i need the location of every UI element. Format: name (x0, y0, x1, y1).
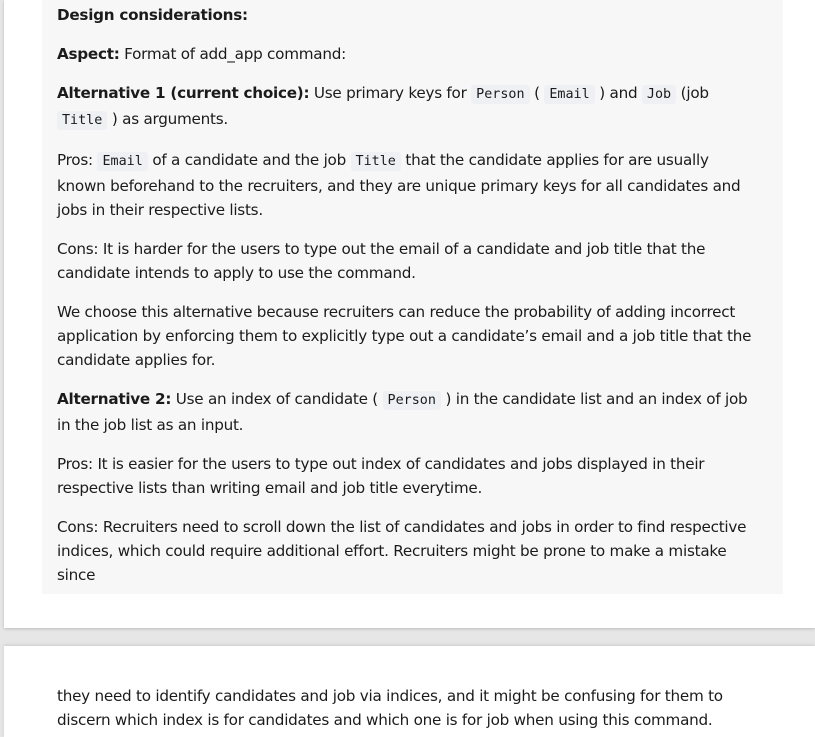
alternative-1-paragraph: Alternative 1 (current choice): Use primary keys for Person ( Email ) and Job (job Title ) as arguments. (57, 84, 709, 128)
document-page-2 (4, 646, 815, 737)
code-person: Person (471, 85, 529, 104)
code-email: Email (97, 152, 147, 171)
code-email: Email (544, 85, 594, 104)
code-person: Person (383, 391, 441, 410)
alternative-1-pros: Pros: Email of a candidate and the job Title that the candidate applies for are usually known beforehand to the recruiters, and they are unique primary keys for all candidates and jobs in their respective lists. (57, 151, 741, 219)
aspect-paragraph: Aspect: Format of add_app command: (57, 45, 346, 63)
aspect-label: Aspect: (57, 45, 120, 63)
choice-rationale: We choose this alternative because recruiters can reduce the probability of adding incorrect application by enforcing them to explicitly type out a candidate’s email and a job title that the candidate applies for. (57, 303, 752, 369)
alternative-1-cons: Cons: It is harder for the users to type out the email of a candidate and job title that the candidate intends to apply to use the command. (57, 240, 706, 282)
alternative-2-pros: Pros: It is easier for the users to type out index of candidates and jobs displayed in their respective lists than writing email and job title everytime. (57, 455, 705, 497)
code-title: Title (57, 111, 107, 130)
alternative-2-paragraph: Alternative 2: Use an index of candidate ( Person ) in the candidate list and an index of job in the job list as an input. (57, 390, 748, 434)
document-page-1 (4, 0, 815, 628)
alternative-1-label: Alternative 1 (current choice): (57, 84, 310, 102)
alternative-2-cons: Cons: Recruiters need to scroll down the list of candidates and jobs in order to find respective indices, which could require additional effort. Recruiters might be prone to make a mistake since (57, 518, 747, 584)
alternative-2-cons-continued: they need to identify candidates and job via indices, and it might be confusing for them to discern which index is for candidates and which one is for job when using this command. (57, 687, 723, 729)
code-job: Job (642, 85, 676, 104)
page-1-content (57, 3, 757, 602)
design-considerations-heading: Design considerations: (57, 6, 248, 24)
alternative-2-label: Alternative 2: (57, 390, 172, 408)
code-title: Title (351, 152, 401, 171)
page-2-content (57, 684, 757, 737)
